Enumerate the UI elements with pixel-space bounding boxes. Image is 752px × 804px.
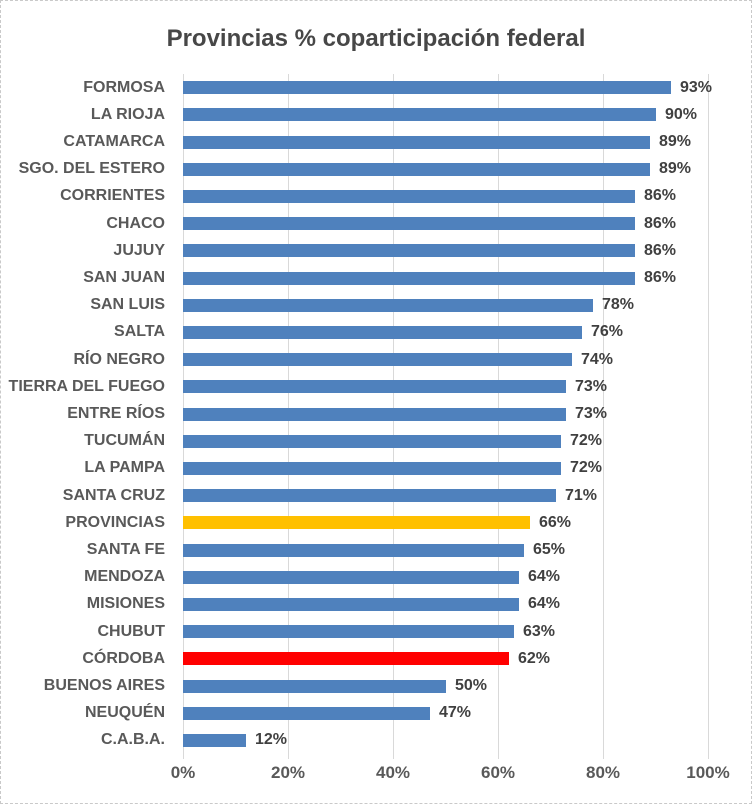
category-label: ENTRE RÍOS (67, 404, 165, 422)
category-label: TUCUMÁN (84, 432, 165, 450)
bar-misiones (183, 598, 519, 611)
bar-río-negro (183, 353, 572, 366)
category-label: CÓRDOBA (82, 649, 165, 667)
bar-santa-fe (183, 544, 524, 557)
value-label: 50% (455, 676, 488, 694)
category-axis (1, 74, 173, 754)
value-label: 64% (528, 595, 561, 613)
value-label: 86% (644, 187, 677, 205)
category-label: LA PAMPA (84, 459, 165, 477)
category-label: JUJUY (113, 241, 165, 259)
category-label: SALTA (114, 323, 165, 341)
value-label: 12% (255, 731, 288, 749)
value-label: 64% (528, 568, 561, 586)
category-label: LA RIOJA (90, 105, 165, 123)
bar-santa-cruz (183, 489, 556, 502)
axis-tick-mark (498, 754, 499, 759)
bar-san-luis (183, 299, 593, 312)
value-label: 66% (539, 513, 572, 531)
axis-tick-mark (603, 754, 604, 759)
value-label: 65% (533, 540, 566, 558)
x-tick-label: 60% (480, 763, 516, 782)
bar-jujuy (183, 244, 635, 257)
bar-sgo-del-estero (183, 163, 650, 176)
value-label: 86% (644, 268, 677, 286)
category-label: CHACO (106, 214, 165, 232)
value-label: 71% (565, 486, 598, 504)
category-label: MISIONES (86, 595, 165, 613)
bar-neuquén (183, 707, 430, 720)
category-label: CHUBUT (97, 622, 165, 640)
value-label: 76% (591, 323, 624, 341)
category-label: FORMOSA (83, 78, 165, 96)
gridline (708, 74, 709, 754)
bar-corrientes (183, 190, 635, 203)
value-label: 47% (439, 704, 472, 722)
value-label: 62% (518, 649, 551, 667)
category-label: C.A.B.A. (101, 731, 165, 749)
bar-la-rioja (183, 108, 656, 121)
chart-title: Provincias % coparticipación federal (166, 25, 586, 52)
category-label: SAN JUAN (83, 268, 165, 286)
value-label: 73% (575, 377, 608, 395)
x-tick-label: 40% (375, 763, 411, 782)
category-label: PROVINCIAS (65, 513, 165, 531)
value-label: 89% (659, 132, 692, 150)
value-axis (1, 763, 751, 789)
value-label: 63% (523, 622, 556, 640)
bar-chubut (183, 625, 514, 638)
category-label: BUENOS AIRES (43, 676, 165, 694)
bar-entre-ríos (183, 408, 566, 421)
value-label: 93% (680, 78, 713, 96)
value-label: 74% (581, 350, 614, 368)
bar-mendoza (183, 571, 519, 584)
category-label: SAN LUIS (90, 296, 165, 314)
axis-tick-mark (708, 754, 709, 759)
bar-chaco (183, 217, 635, 230)
category-label: MENDOZA (84, 568, 165, 586)
x-tick-label: 80% (585, 763, 621, 782)
bar-córdoba (183, 652, 509, 665)
bar-buenos-aires (183, 680, 446, 693)
x-tick-label: 20% (270, 763, 306, 782)
axis-tick-mark (183, 754, 184, 759)
value-label: 72% (570, 432, 603, 450)
value-label: 72% (570, 459, 603, 477)
value-label: 73% (575, 404, 608, 422)
bar-salta (183, 326, 582, 339)
value-label: 89% (659, 160, 692, 178)
bar-tierra-del-fuego (183, 380, 566, 393)
bar-catamarca (183, 136, 650, 149)
bar-formosa (183, 81, 671, 94)
category-label: SANTA CRUZ (62, 486, 165, 504)
category-label: NEUQUÉN (84, 704, 165, 722)
x-tick-label: 0% (170, 763, 196, 782)
bar-provincias (183, 516, 530, 529)
category-label: TIERRA DEL FUEGO (8, 377, 165, 395)
category-label: CORRIENTES (60, 187, 165, 205)
category-label: CATAMARCA (63, 132, 165, 150)
plot-area (183, 74, 713, 754)
bar-tucumán (183, 435, 561, 448)
axis-tick-mark (288, 754, 289, 759)
category-label: RÍO NEGRO (73, 350, 165, 368)
category-label: SANTA FE (86, 540, 165, 558)
value-label: 90% (665, 105, 698, 123)
bar-la-pampa (183, 462, 561, 475)
value-label: 86% (644, 241, 677, 259)
bar-c-a-b-a- (183, 734, 246, 747)
category-label: SGO. DEL ESTERO (18, 160, 165, 178)
axis-tick-mark (393, 754, 394, 759)
value-label: 86% (644, 214, 677, 232)
bar-san-juan (183, 272, 635, 285)
x-tick-label: 100% (686, 763, 730, 782)
value-label: 78% (602, 296, 635, 314)
